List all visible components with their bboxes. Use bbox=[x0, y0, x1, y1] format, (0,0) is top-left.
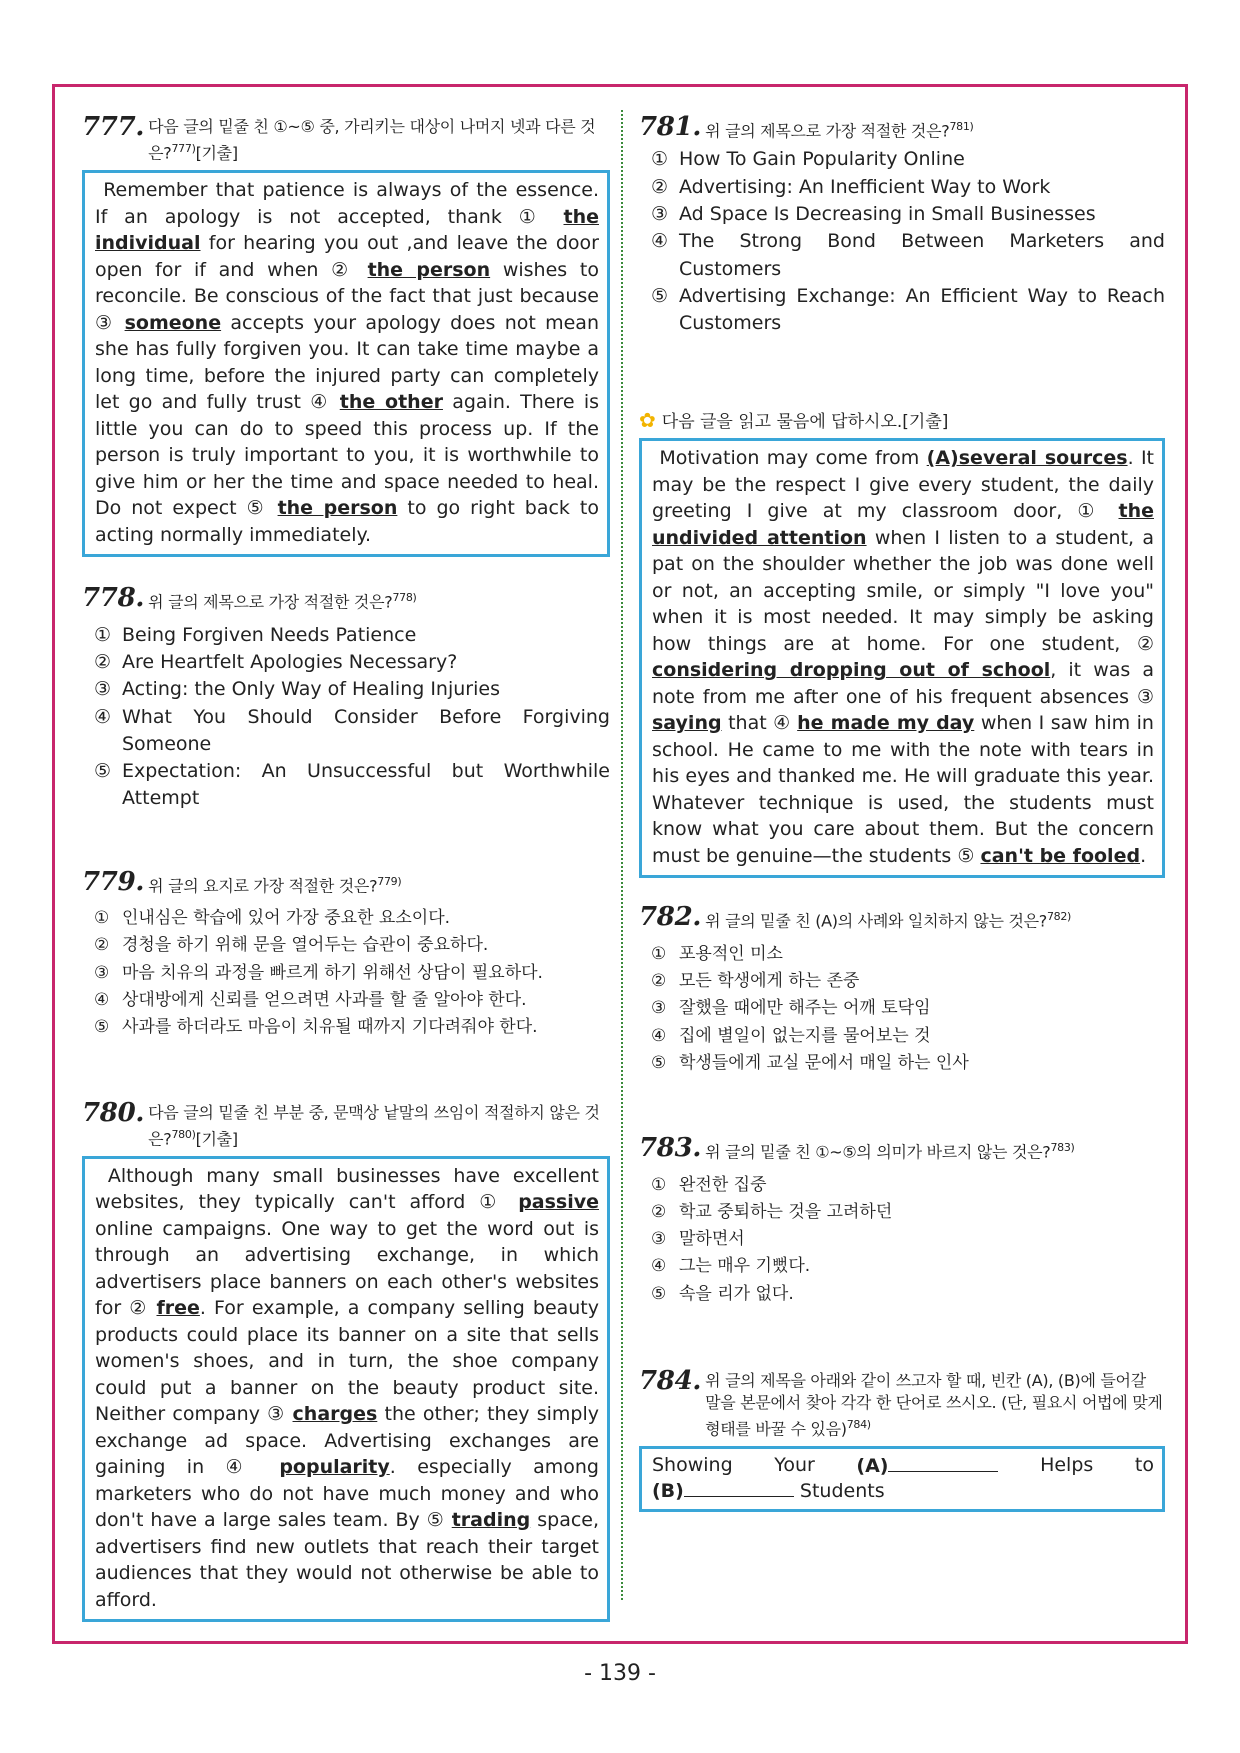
column-divider bbox=[621, 110, 623, 1600]
question-number: 777. bbox=[82, 112, 145, 142]
passage-777: Remember that patience is always of the essence. If an apology is not accepted, thank ① the individual for hearing you out ,and leave the door open for if and when ② the person wishes to reconcile. Be conscious of the fact that just because ③ someone accepts your apology does not mean she has fully forgiven you. It can take time maybe a long time, before the injured party can completely let go and fully trust ④ the other again. There is little you can do to speed this process up. If the person is truly important to you, it is worthwhile to give him or her the time and space needed to heal. Do not expect ⑤ the person to go right back to acting normally immediately. bbox=[82, 170, 610, 557]
question-text: 위 글의 제목을 아래와 같이 쓰고자 할 때, 빈칸 (A), (B)에 들어갈 말을 본문에서 찾아 각각 한 단어로 쓰시오. (단, 필요시 어법에 맞게 형태를 바꿀 수 있음) bbox=[705, 1371, 1163, 1439]
right-column bbox=[639, 112, 1165, 1512]
question-777-header bbox=[82, 112, 610, 164]
question-782-header bbox=[639, 902, 1165, 933]
question-text: 위 글의 제목으로 가장 적절한 것은? bbox=[148, 592, 393, 612]
option[interactable]: ④ 집에 별일이 없는지를 물어보는 것 bbox=[651, 1025, 931, 1046]
exam-tag: [기출] bbox=[195, 1128, 238, 1148]
option[interactable]: ② 학교 중퇴하는 것을 고려하던 bbox=[651, 1201, 893, 1222]
option[interactable]: ③ 마음 치유의 과정을 빠르게 하기 위해선 상담이 필요하다. bbox=[94, 962, 543, 983]
group-instruction: ✿ 다음 글을 읽고 물음에 답하시오. [기출] bbox=[639, 407, 949, 433]
option[interactable]: ⑤ 사과를 하더라도 마음이 치유될 때까지 기다려줘야 한다. bbox=[94, 1017, 538, 1038]
question-number: 783. bbox=[639, 1133, 702, 1164]
option[interactable]: ⑤ Expectation: An Unsuccessful but Worthwhile Attempt bbox=[94, 760, 610, 810]
question-text: 다음 글의 밑줄 친 부분 중, 문맥상 낱말의 쓰임이 적절하지 않은 것은? bbox=[148, 1102, 600, 1148]
passage-motivation: Motivation may come from (A)several sources. It may be the respect I give every student, the daily greeting I give at my classroom door, ① the undivided attention when I listen to a student, a pat on the shoulder whether the job was done well or not, an accepting smile, or simply "I love you" when it is most needed. It may simply be asking how things are at home. For one student, ② considering dropping out of school, it was a note from me after one of his frequent absences ③ saying that ④ he made my day when I saw him in school. He came to me with the note with tears in his eyes and thanked me. He will graduate this year. Whatever technique is used, the students must know what you care about them. But the concern must be genuine—the students ⑤ can't be fooled. bbox=[639, 438, 1165, 878]
option[interactable]: ① Being Forgiven Needs Patience bbox=[94, 623, 417, 646]
options-778 bbox=[94, 622, 610, 813]
question-number: 782. bbox=[639, 902, 702, 933]
flower-icon: ✿ bbox=[639, 407, 656, 432]
blank-B-input[interactable] bbox=[684, 1478, 794, 1497]
question-783-header bbox=[639, 1133, 1165, 1164]
option[interactable]: ④ 상대방에게 신뢰를 얻으려면 사과를 할 줄 알아야 한다. bbox=[94, 989, 527, 1010]
options-779 bbox=[94, 905, 610, 1041]
page-number: - 139 - bbox=[584, 1661, 656, 1686]
footnote-ref: 777) bbox=[171, 142, 196, 155]
question-text: 위 글의 요지로 가장 적절한 것은? bbox=[148, 876, 378, 896]
question-text: 다음 글의 밑줄 친 ①~⑤ 중, 가리키는 대상이 나머지 넷과 다른 것은? bbox=[148, 117, 596, 163]
option[interactable]: ⑤ 속을 리가 없다. bbox=[651, 1283, 794, 1304]
underlined-phrase-A: (A)several sources bbox=[926, 447, 1128, 470]
option[interactable]: ⑤ 학생들에게 교실 문에서 매일 하는 인사 bbox=[651, 1052, 969, 1073]
exam-tag: [기출] bbox=[195, 143, 238, 163]
underlined-word-2: free bbox=[156, 1297, 200, 1320]
underlined-phrase-5: the person bbox=[277, 497, 398, 520]
question-text: 위 글의 제목으로 가장 적절한 것은? bbox=[705, 121, 950, 141]
option[interactable]: ④ The Strong Bond Between Marketers and Customers bbox=[651, 230, 1165, 280]
options-781 bbox=[651, 146, 1165, 337]
question-781-header bbox=[639, 112, 1165, 142]
footnote-ref: 779) bbox=[377, 874, 402, 888]
option[interactable]: ② 모든 학생에게 하는 존중 bbox=[651, 971, 860, 992]
option[interactable]: ④ 그는 매우 기뻤다. bbox=[651, 1256, 811, 1277]
question-779-header bbox=[82, 866, 610, 897]
underlined-word-3: charges bbox=[292, 1403, 378, 1426]
question-784-header bbox=[639, 1366, 1165, 1440]
underlined-word-4: popularity bbox=[279, 1456, 390, 1479]
footnote-ref: 778) bbox=[392, 591, 417, 605]
underlined-word-1: passive bbox=[518, 1191, 600, 1214]
footnote-ref: 783) bbox=[1050, 1141, 1075, 1155]
options-782 bbox=[651, 941, 1165, 1077]
option[interactable]: ② Advertising: An Inefficient Way to Work bbox=[651, 175, 1051, 198]
question-text: 위 글의 밑줄 친 (A)의 사례와 일치하지 않는 것은? bbox=[705, 911, 1047, 931]
question-number: 784. bbox=[639, 1366, 702, 1397]
option[interactable]: ③ 말하면서 bbox=[651, 1229, 745, 1250]
footnote-ref: 782) bbox=[1046, 910, 1072, 924]
option[interactable]: ① 인내심은 학습에 있어 가장 중요한 요소이다. bbox=[94, 908, 451, 929]
underlined-phrase-3: saying bbox=[652, 712, 722, 735]
option[interactable]: ① How To Gain Popularity Online bbox=[651, 148, 965, 171]
underlined-phrase-4: he made my day bbox=[797, 712, 975, 735]
question-780-header bbox=[82, 1097, 610, 1150]
option[interactable]: ① 완전한 집중 bbox=[651, 1174, 767, 1195]
blank-A-input[interactable] bbox=[888, 1453, 998, 1472]
option[interactable]: ② 경청을 하기 위해 문을 열어두는 습관이 중요하다. bbox=[94, 935, 489, 956]
question-number: 781. bbox=[639, 112, 702, 142]
option[interactable]: ③ Ad Space Is Decreasing in Small Businesses bbox=[651, 202, 1096, 225]
option[interactable]: ③ Acting: the Only Way of Healing Injuries bbox=[94, 678, 500, 701]
underlined-phrase-5: can't be fooled bbox=[980, 844, 1141, 867]
option[interactable]: ③ 잘했을 때에만 해주는 어깨 토닥임 bbox=[651, 998, 931, 1019]
footnote-ref: 781) bbox=[949, 120, 974, 133]
passage-780: Although many small businesses have excellent websites, they typically can't afford ① passive online campaigns. One way to get the word out is through an advertising exchange, in which advertisers place banners on each other's websites for ② free. For example, a company selling beauty products could place its banner on a site that sells women's shoes, and in turn, the shoe company could put a banner on the beauty product site. Neither company ③ charges the other; they simply exchange ad space. Advertising exchanges are gaining in ④ popularity. especially among marketers who do not have much money and who don't have a large sales team. By ⑤ trading space, advertisers find new outlets that reach their target audiences that they would not otherwise be able to afford. bbox=[82, 1156, 610, 1623]
option[interactable]: ⑤ Advertising Exchange: An Efficient Way to Reach Customers bbox=[651, 284, 1165, 335]
option[interactable]: ④ What You Should Consider Before Forgiving Someone bbox=[94, 705, 610, 755]
exam-tag: [기출] bbox=[902, 412, 949, 433]
left-column bbox=[82, 112, 610, 1622]
question-number: 778. bbox=[82, 583, 145, 614]
title-answer-box: Showing Your (A) Helps to (B) Students bbox=[639, 1446, 1165, 1512]
underlined-phrase-2: considering dropping out of school bbox=[652, 659, 1051, 682]
underlined-phrase-4: the other bbox=[339, 391, 443, 414]
underlined-phrase-2: the person bbox=[367, 258, 491, 281]
question-text: 위 글의 밑줄 친 ①~⑤의 의미가 바르지 않는 것은? bbox=[705, 1142, 1051, 1162]
underlined-phrase-1: the undivided attention bbox=[652, 500, 1154, 549]
options-783 bbox=[651, 1172, 1165, 1308]
underlined-phrase-3: someone bbox=[124, 311, 222, 334]
question-number: 780. bbox=[82, 1097, 145, 1128]
question-778-header bbox=[82, 583, 610, 614]
option[interactable]: ① 포용적인 미소 bbox=[651, 943, 783, 964]
option[interactable]: ② Are Heartfelt Apologies Necessary? bbox=[94, 650, 458, 673]
footnote-ref: 780) bbox=[171, 1127, 196, 1141]
underlined-word-5: trading bbox=[451, 1509, 531, 1532]
underlined-phrase-1: the individual bbox=[95, 205, 599, 255]
footnote-ref: 784) bbox=[846, 1418, 871, 1432]
question-number: 779. bbox=[82, 866, 145, 897]
